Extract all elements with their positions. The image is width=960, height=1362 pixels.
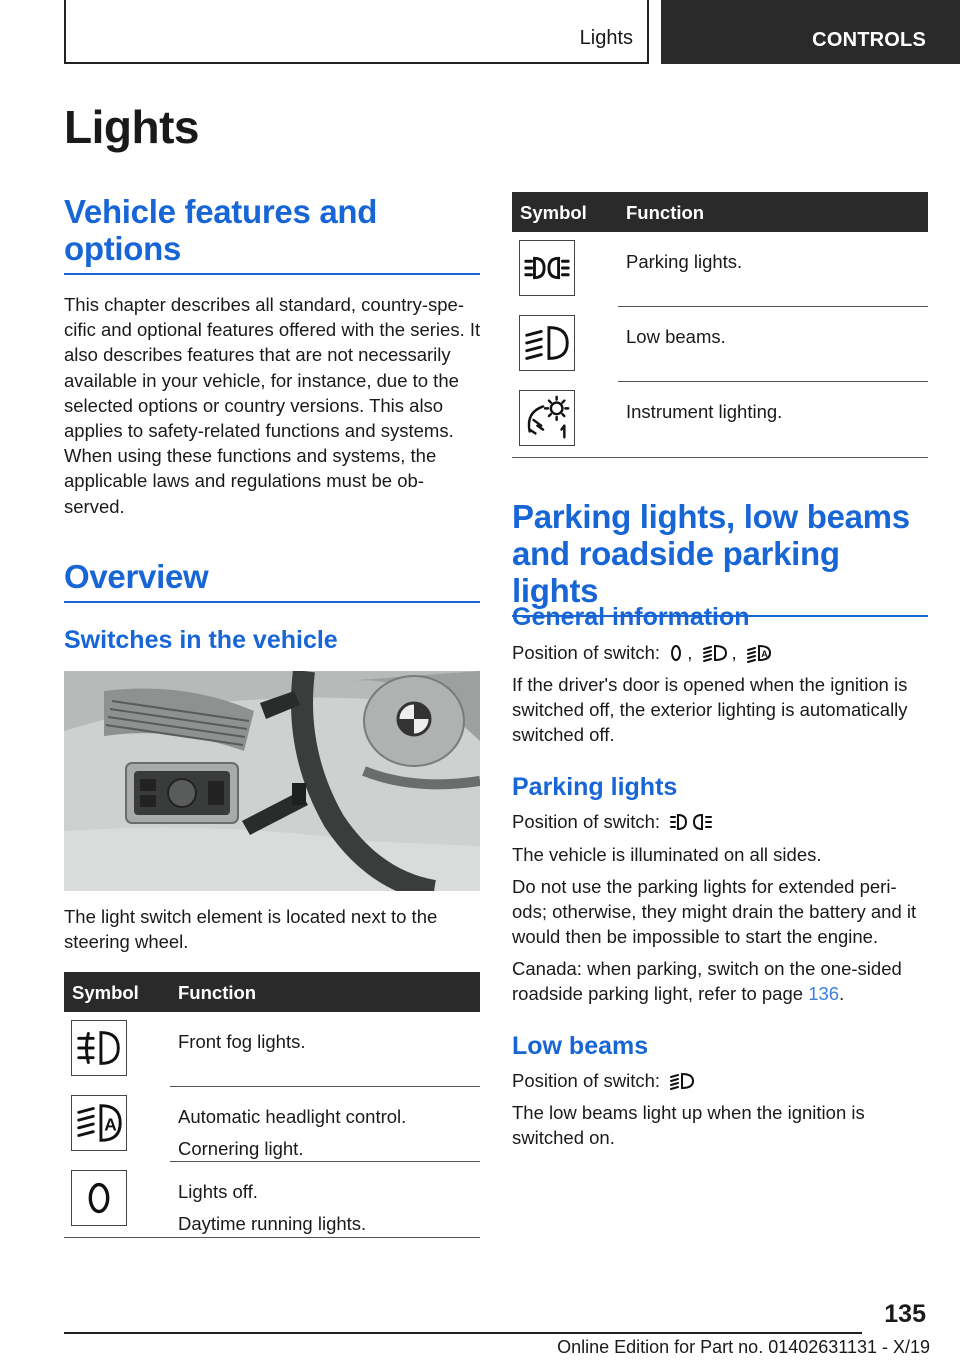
table-cell-function: Lights off. Daytime running lights. bbox=[178, 1181, 367, 1234]
low-beam-icon bbox=[519, 315, 575, 371]
auto-headlight-icon bbox=[746, 643, 772, 669]
lights-off-icon bbox=[669, 643, 683, 669]
low-beams-text: The low beams light up when the ignition is switched on. bbox=[512, 1102, 865, 1149]
heading-vehicle-features: Vehicle features and options bbox=[64, 193, 480, 275]
left-col-symbol: Symbol bbox=[72, 982, 139, 1003]
heading-overview: Overview bbox=[64, 558, 480, 603]
page-title: Lights bbox=[64, 101, 199, 153]
lights-off-icon bbox=[71, 1170, 127, 1226]
parking-lights-icon bbox=[519, 240, 575, 296]
right-symbol-table bbox=[512, 192, 928, 458]
general-switch-position: Position of switch: , , A bbox=[512, 640, 930, 669]
table-row bbox=[64, 1012, 480, 1087]
footer-edition: Online Edition for Part no. 01402631131 - X/19 bbox=[557, 1337, 930, 1357]
vehicle-features-text: This chapter describes all standard, country-spe-cific and optional features offered with the series. It also describes features that are not necessarily available in your vehicle, for instance, due to the selected options or country versions. This also applies to safety-related functions and systems. When using these functions and systems, the applicable laws and regulations must be ob-served. bbox=[64, 294, 481, 517]
parking-lights-icon bbox=[669, 812, 713, 838]
header-chapter-box bbox=[661, 0, 960, 64]
left-symbol-table bbox=[64, 972, 480, 1238]
instrument-lighting-icon bbox=[519, 390, 575, 446]
low-beam-icon bbox=[669, 1071, 695, 1097]
table-cell-function: Parking lights. bbox=[626, 251, 743, 272]
parking-switch-position: Position of switch: bbox=[512, 809, 930, 838]
right-col-symbol: Symbol bbox=[520, 202, 587, 223]
parking-text-3: Canada: when parking, switch on the one-sided roadside parking light, refer to page 136. bbox=[512, 958, 902, 1005]
svg-text:A: A bbox=[761, 649, 768, 659]
table-row bbox=[512, 307, 928, 382]
header-section-label: Lights bbox=[579, 27, 633, 49]
table-cell-function: Front fog lights. bbox=[178, 1031, 306, 1052]
low-beam-icon bbox=[702, 643, 728, 669]
right-col-function: Function bbox=[626, 202, 705, 223]
page-reference-link[interactable]: 136 bbox=[808, 983, 840, 1005]
heading-parking-lights: Parking lights bbox=[512, 773, 678, 801]
table-cell-function: Low beams. bbox=[626, 326, 726, 347]
table-row bbox=[64, 1087, 480, 1162]
table-cell-function: Instrument lighting. bbox=[626, 401, 783, 422]
parking-text-2: Do not use the parking lights for extended peri-ods; otherwise, they might drain the battery and it would then be impossible to start the engine. bbox=[512, 876, 917, 948]
header-chapter-label: CONTROLS bbox=[812, 29, 926, 51]
low-switch-position: Position of switch: bbox=[512, 1068, 930, 1097]
left-col-function: Function bbox=[178, 982, 257, 1003]
heading-low-beams: Low beams bbox=[512, 1032, 649, 1060]
footer-divider bbox=[64, 1332, 862, 1334]
table-cell-function: Automatic headlight control. Cornering light. bbox=[178, 1106, 407, 1159]
table-row bbox=[512, 382, 928, 458]
auto-headlight-icon bbox=[71, 1095, 127, 1151]
table-row bbox=[512, 232, 928, 307]
front-fog-light-icon bbox=[71, 1020, 127, 1076]
heading-parking-low-beams: Parking lights, low beams and roadside parking lights bbox=[512, 498, 928, 617]
header-left-box bbox=[64, 0, 649, 64]
switch-caption: The light switch element is located next to the steering wheel. bbox=[64, 906, 438, 953]
svg-text:A: A bbox=[104, 1114, 117, 1135]
page-number: 135 bbox=[884, 1300, 926, 1328]
heading-switches: Switches in the vehicle bbox=[64, 626, 338, 654]
heading-general-information: General information bbox=[512, 603, 750, 631]
general-text: If the driver's door is opened when the ignition is switched off, the exterior lighting is automatically switched off. bbox=[512, 674, 908, 746]
parking-text-1: The vehicle is illuminated on all sides. bbox=[512, 844, 822, 865]
left-table-header bbox=[64, 972, 480, 1012]
table-row bbox=[64, 1162, 480, 1238]
dashboard-photo bbox=[64, 671, 480, 891]
right-table-header bbox=[512, 192, 928, 232]
